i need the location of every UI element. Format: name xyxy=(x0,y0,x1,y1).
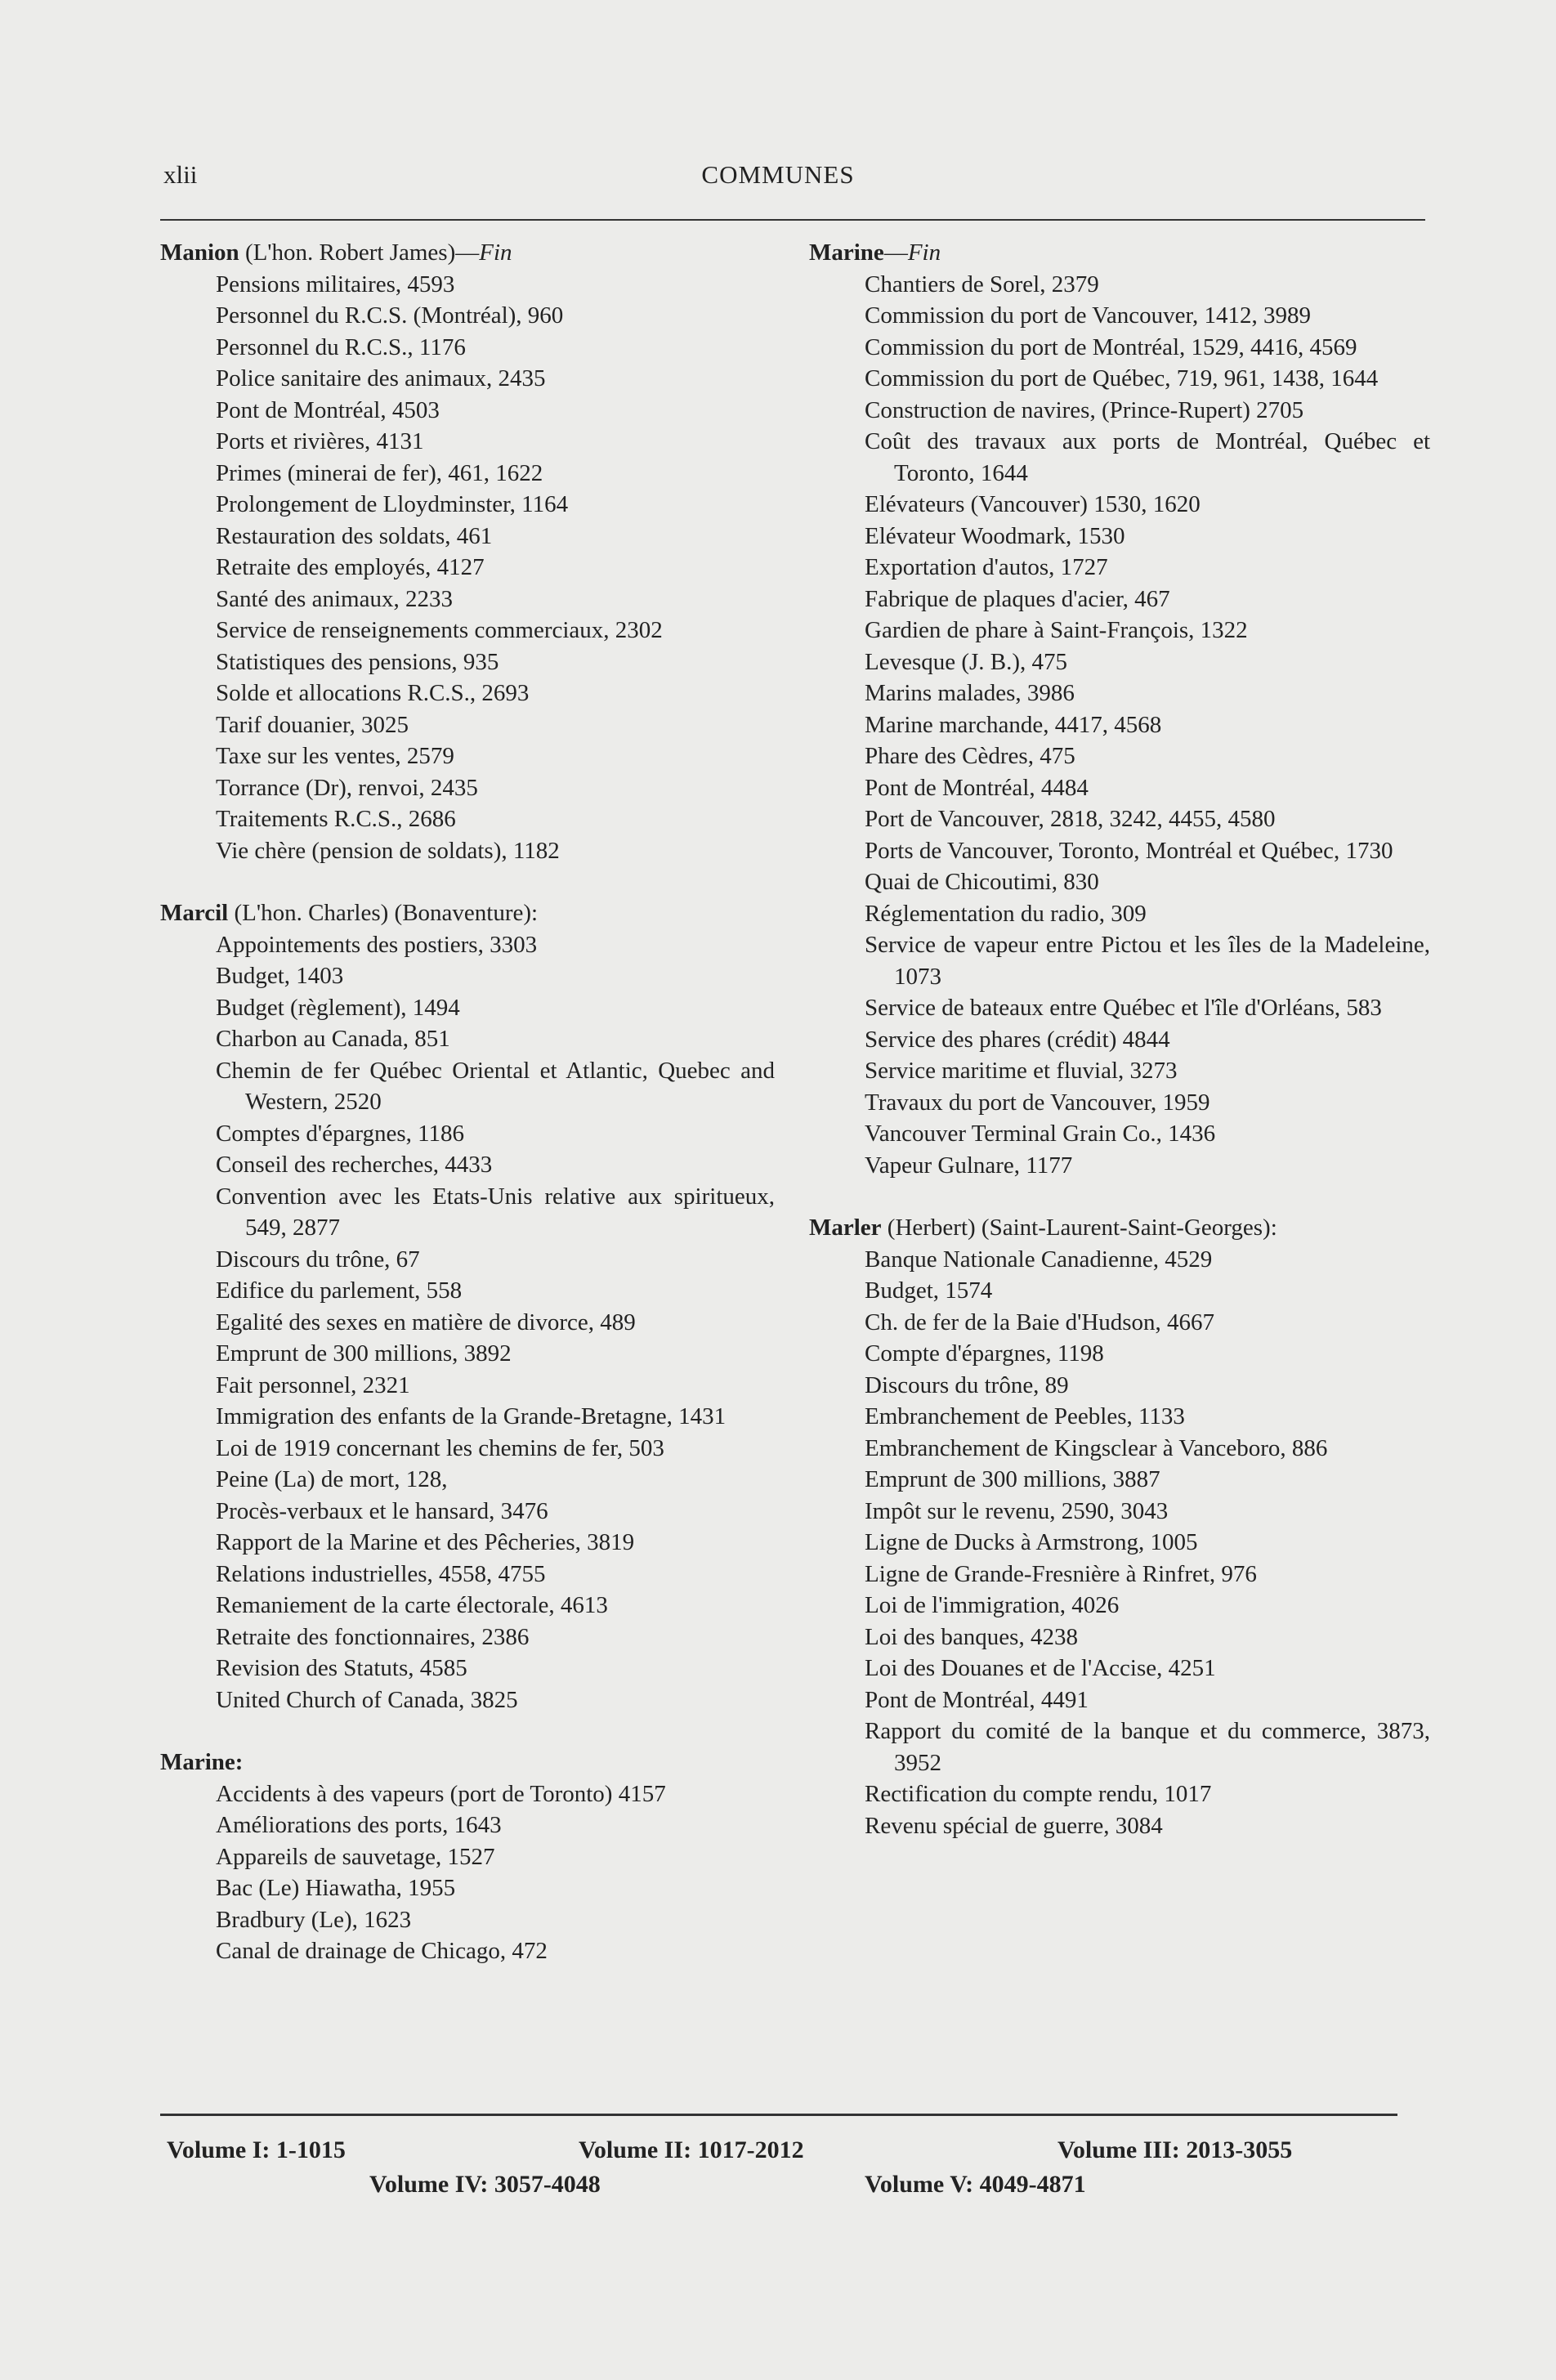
index-subentry: Impôt sur le revenu, 2590, 3043 xyxy=(865,1497,1169,1524)
heading-detail: (Herbert) (Saint-Laurent-Saint-Georges): xyxy=(881,1215,1277,1241)
entry-gap xyxy=(809,1181,1430,1212)
index-subentry: Service de renseignements commerciaux, 2302 xyxy=(216,617,663,643)
index-subentry: Rapport du comité de la banque et du commerce, 3873, 3952 xyxy=(865,1718,1430,1776)
index-subentry: Service de bateaux entre Québec et l'île d'Orléans, 583 xyxy=(865,995,1382,1021)
index-subentry: Levesque (J. B.), 475 xyxy=(865,648,1068,675)
volume-range-5: Volume V: 4049-4871 xyxy=(865,2171,1086,2198)
volume-range-2: Volume II: 1017-2012 xyxy=(579,2136,804,2163)
index-subentry: Statistiques des pensions, 935 xyxy=(216,648,499,675)
index-subentry: Gardien de phare à Saint-François, 1322 xyxy=(865,617,1248,643)
index-subentry: Loi de l'immigration, 4026 xyxy=(865,1592,1120,1618)
index-subentry: Améliorations des ports, 1643 xyxy=(216,1812,502,1838)
index-subentry: Emprunt de 300 millions, 3887 xyxy=(865,1466,1160,1492)
index-subentry: Quai de Chicoutimi, 830 xyxy=(865,869,1099,895)
index-subentry: Restauration des soldats, 461 xyxy=(216,522,493,549)
index-subentry: Procès-verbaux et le hansard, 3476 xyxy=(216,1497,548,1524)
index-subentry: Port de Vancouver, 2818, 3242, 4455, 4580 xyxy=(865,806,1276,832)
index-subentry: Embranchement de Kingsclear à Vanceboro, 886 xyxy=(865,1434,1328,1461)
index-subentry: Edifice du parlement, 558 xyxy=(216,1277,463,1304)
volume-range-3: Volume III: 2013-3055 xyxy=(1057,2136,1293,2163)
page-title: COMMUNES xyxy=(701,160,855,189)
heading-name: Manion xyxy=(160,239,239,266)
continuation-marker: Fin xyxy=(479,239,512,266)
index-subentry: Elévateur Woodmark, 1530 xyxy=(865,522,1125,549)
index-subentry: Tarif douanier, 3025 xyxy=(216,711,409,738)
left-column xyxy=(160,237,775,1967)
heading-name: Marine: xyxy=(160,1749,244,1775)
index-subentry: Revision des Statuts, 4585 xyxy=(216,1655,467,1681)
header-rule xyxy=(160,219,1425,221)
index-subentry: Taxe sur les ventes, 2579 xyxy=(216,743,454,769)
index-subentry: Pensions militaires, 4593 xyxy=(216,271,455,298)
index-subentry: Egalité des sexes en matière de divorce, 489 xyxy=(216,1309,636,1335)
heading-name: Marcil xyxy=(160,900,229,926)
index-subentry: Santé des animaux, 2233 xyxy=(216,585,453,612)
entry-gap xyxy=(160,866,775,897)
index-subentry: Loi de 1919 concernant les chemins de fer, 503 xyxy=(216,1434,664,1461)
index-subentry: Primes (minerai de fer), 461, 1622 xyxy=(216,459,543,486)
index-subentry: Discours du trône, 89 xyxy=(865,1371,1069,1398)
index-subentry: Prolongement de Lloydminster, 1164 xyxy=(216,491,569,517)
index-subentry: Ch. de fer de la Baie d'Hudson, 4667 xyxy=(865,1309,1215,1335)
index-subentry: Budget (règlement), 1494 xyxy=(216,994,460,1021)
index-heading xyxy=(160,1747,775,1778)
index-subentry: Service de vapeur entre Pictou et les îles de la Madeleine, 1073 xyxy=(865,932,1430,990)
index-subentry: Bac (Le) Hiawatha, 1955 xyxy=(216,1875,456,1901)
index-subentry: Rapport de la Marine et des Pêcheries, 3819 xyxy=(216,1529,635,1555)
index-subentry: Remaniement de la carte électorale, 4613 xyxy=(216,1592,608,1618)
heading-name: Marine xyxy=(809,239,884,266)
heading-detail: —Fin xyxy=(883,239,941,266)
index-subentry: Budget, 1403 xyxy=(216,963,344,989)
index-subentry: Fait personnel, 2321 xyxy=(216,1371,410,1398)
index-subentry: Service des phares (crédit) 4844 xyxy=(865,1026,1170,1053)
entry-gap xyxy=(160,1716,775,1747)
index-subentry: Retraite des employés, 4127 xyxy=(216,554,485,580)
page-number: xlii xyxy=(163,160,198,189)
volume-range-4: Volume IV: 3057-4048 xyxy=(369,2171,601,2198)
volume-range-1: Volume I: 1-1015 xyxy=(167,2136,346,2163)
index-subentry: Chemin de fer Québec Oriental et Atlantic, Quebec and Western, 2520 xyxy=(216,1057,775,1115)
heading-name: Marler xyxy=(809,1215,882,1241)
index-subentry: Comptes d'épargnes, 1186 xyxy=(216,1120,465,1147)
index-subentry: Emprunt de 300 millions, 3892 xyxy=(216,1340,512,1367)
index-subentry: Phare des Cèdres, 475 xyxy=(865,743,1075,769)
index-subentry: Ports de Vancouver, Toronto, Montréal et Québec, 1730 xyxy=(865,837,1393,864)
heading-detail: (L'hon. Charles) (Bonaventure): xyxy=(228,900,539,926)
index-subentry: Embranchement de Peebles, 1133 xyxy=(865,1403,1185,1429)
index-subentry: Construction de navires, (Prince-Rupert) 2705 xyxy=(865,396,1304,423)
index-subentry: Fabrique de plaques d'acier, 467 xyxy=(865,585,1170,612)
index-subentry: Revenu spécial de guerre, 3084 xyxy=(865,1812,1163,1839)
index-subentry: Loi des Douanes et de l'Accise, 4251 xyxy=(865,1655,1216,1681)
index-subentry: Solde et allocations R.C.S., 2693 xyxy=(216,680,530,706)
index-subentry: Coût des travaux aux ports de Montréal, Québec et Toronto, 1644 xyxy=(865,428,1430,486)
index-subentry: Commission du port de Montréal, 1529, 4416, 4569 xyxy=(865,333,1357,360)
index-subentry: Commission du port de Vancouver, 1412, 3989 xyxy=(865,302,1312,329)
continuation-marker: Fin xyxy=(907,239,941,266)
index-subentry: Banque Nationale Canadienne, 4529 xyxy=(865,1246,1213,1273)
index-subentry: Peine (La) de mort, 128, xyxy=(216,1466,448,1492)
footer-rule xyxy=(160,2114,1397,2116)
index-subentry: Loi des banques, 4238 xyxy=(865,1623,1078,1650)
index-subentry: Travaux du port de Vancouver, 1959 xyxy=(865,1089,1210,1116)
index-subentry: Réglementation du radio, 309 xyxy=(865,900,1147,927)
index-subentry: Pont de Montréal, 4503 xyxy=(216,396,440,423)
index-subentry: Personnel du R.C.S., 1176 xyxy=(216,333,466,360)
index-subentry: Elévateurs (Vancouver) 1530, 1620 xyxy=(865,491,1201,517)
index-subentry: Discours du trône, 67 xyxy=(216,1246,420,1273)
index-subentry: Traitements R.C.S., 2686 xyxy=(216,806,456,832)
heading-detail: (L'hon. Robert James)—Fin xyxy=(239,239,512,266)
index-subentry: Pont de Montréal, 4484 xyxy=(865,774,1089,801)
volume-footer xyxy=(160,2136,1402,2205)
index-subentry: Ligne de Grande-Fresnière à Rinfret, 976 xyxy=(865,1560,1257,1587)
index-subentry: Relations industrielles, 4558, 4755 xyxy=(216,1560,546,1587)
index-subentry: Appareils de sauvetage, 1527 xyxy=(216,1843,495,1870)
index-subentry: Police sanitaire des animaux, 2435 xyxy=(216,365,546,391)
index-subentry: Ports et rivières, 4131 xyxy=(216,428,424,454)
index-subentry: Vie chère (pension de soldats), 1182 xyxy=(216,837,560,864)
index-subentry: Torrance (Dr), renvoi, 2435 xyxy=(216,774,478,801)
index-heading xyxy=(809,1212,1430,1244)
index-subentry: Marins malades, 3986 xyxy=(865,680,1075,706)
right-column xyxy=(809,237,1430,1841)
index-subentry: Appointements des postiers, 3303 xyxy=(216,931,538,958)
index-subentry: Ligne de Ducks à Armstrong, 1005 xyxy=(865,1529,1198,1555)
index-heading xyxy=(809,237,1430,269)
index-subentry: Pont de Montréal, 4491 xyxy=(865,1686,1089,1713)
index-subentry: Compte d'épargnes, 1198 xyxy=(865,1340,1104,1367)
index-subentry: Vancouver Terminal Grain Co., 1436 xyxy=(865,1121,1216,1147)
index-subentry: Chantiers de Sorel, 2379 xyxy=(865,271,1099,298)
index-subentry: Bradbury (Le), 1623 xyxy=(216,1906,412,1933)
index-subentry: Accidents à des vapeurs (port de Toronto) 4157 xyxy=(216,1780,666,1807)
index-subentry: Convention avec les Etats-Unis relative aux spiritueux, 549, 2877 xyxy=(216,1183,775,1241)
index-subentry: Service maritime et fluvial, 3273 xyxy=(865,1058,1178,1084)
index-subentry: Immigration des enfants de la Grande-Bretagne, 1431 xyxy=(216,1403,727,1429)
index-subentry: Rectification du compte rendu, 1017 xyxy=(865,1781,1212,1807)
index-heading xyxy=(160,237,775,269)
index-subentry: Marine marchande, 4417, 4568 xyxy=(865,711,1162,738)
index-heading xyxy=(160,897,775,929)
index-subentry: United Church of Canada, 3825 xyxy=(216,1686,518,1713)
index-subentry: Exportation d'autos, 1727 xyxy=(865,554,1108,580)
index-subentry: Charbon au Canada, 851 xyxy=(216,1026,450,1052)
index-subentry: Canal de drainage de Chicago, 472 xyxy=(216,1938,548,1964)
index-subentry: Budget, 1574 xyxy=(865,1277,993,1304)
index-subentry: Personnel du R.C.S. (Montréal), 960 xyxy=(216,302,564,329)
index-subentry: Retraite des fonctionnaires, 2386 xyxy=(216,1623,530,1650)
index-subentry: Conseil des recherches, 4433 xyxy=(216,1152,493,1178)
index-subentry: Commission du port de Québec, 719, 961, 1438, 1644 xyxy=(865,365,1379,391)
index-subentry: Vapeur Gulnare, 1177 xyxy=(865,1152,1073,1179)
